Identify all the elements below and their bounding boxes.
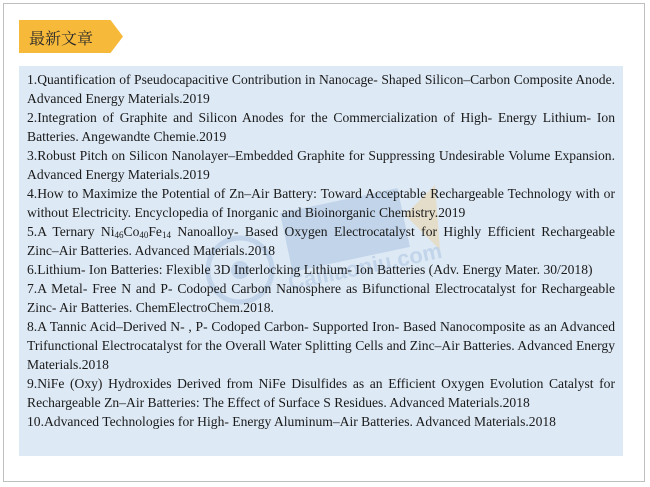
article-item-5 <box>27 222 615 260</box>
article-item-9: 9.NiFe (Oxy) Hydroxides Derived from NiFe Disulfides as an Efficient Oxygen Evolution Catalyst for Rechargeable Zn–Air Batteries: The Effect of Surface S Residues. Advanced Materials.2018 <box>27 376 615 410</box>
section-title: 最新文章 <box>29 29 94 48</box>
article-item-4: 4.How to Maximize the Potential of Zn–Air Battery: Toward Acceptable Rechargeable Technology with or without Electricity. Encyclopedia of Inorganic and Bioinorganic Chemistry.2019 <box>27 186 615 220</box>
article-item-3: 3.Robust Pitch on Silicon Nanolayer–Embedded Graphite for Suppressing Undesirable Volume Expansion. Advanced Energy Materials.2019 <box>27 148 615 182</box>
watermark-text: Cailiaoniu.com <box>285 237 445 295</box>
article-5-sub-co: 40 <box>139 230 149 240</box>
article-item-8: 8.A Tannic Acid–Derived N- , P- Codoped Carbon- Supported Iron- Based Nanocomposite as an Advanced Trifunctional Electrocatalyst for the Overall Water Splitting Cells and Zinc–Air Batteries. Advanced Energy Materials.2018 <box>27 319 615 372</box>
article-item-6: 6.Lithium- Ion Batteries: Flexible 3D Interlocking Lithium- Ion Batteries (Adv. Energy Mater. 30/2018) <box>27 262 593 277</box>
article-item-2: 2.Integration of Graphite and Silicon Anodes for the Commercialization of High- Energy Lithium- Ion Batteries. Angewandte Chemie.2019 <box>27 110 615 144</box>
article-item-1: 1.Quantification of Pseudocapacitive Contribution in Nanocage- Shaped Silicon–Carbon Composite Anode. Advanced Energy Materials.2019 <box>27 72 615 106</box>
article-5-sub-ni: 46 <box>114 230 124 240</box>
article-item-10: 10.Advanced Technologies for High- Energy Aluminum–Air Batteries. Advanced Materials.2018 <box>27 414 556 429</box>
article-5-part: 5.A Ternary Ni <box>27 224 115 239</box>
article-5-part: Co <box>123 224 140 239</box>
article-5-part: Fe <box>148 224 162 239</box>
article-5-part: Nanoalloy- Based Oxygen Electrocatalyst for Highly Efficient Rechargeable Zinc–Air Batteries. Advanced Materials.2018 <box>27 224 616 258</box>
article-list <box>27 70 615 431</box>
article-5-sub-fe: 14 <box>161 230 171 240</box>
article-item-7: 7.A Metal- Free N and P- Codoped Carbon Nanosphere as Bifunctional Electrocatalyst for Rechargeable Zinc- Air Batteries. ChemElectroChem.2018. <box>27 281 615 315</box>
